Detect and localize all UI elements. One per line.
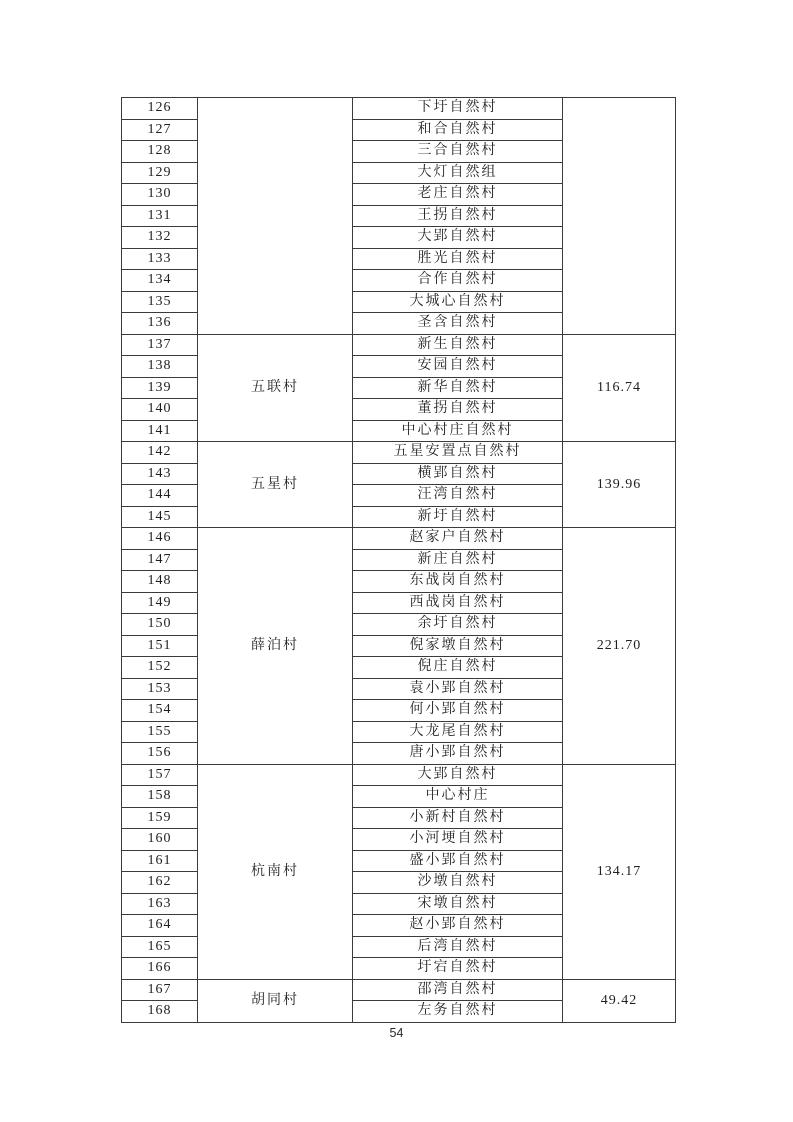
row-number-cell: 130	[122, 184, 198, 206]
natural-village-cell: 邵湾自然村	[353, 979, 563, 1001]
row-number-cell: 162	[122, 872, 198, 894]
row-number-cell: 128	[122, 141, 198, 163]
natural-village-cell: 余圩自然村	[353, 614, 563, 636]
row-number-cell: 161	[122, 850, 198, 872]
natural-village-cell: 小河埂自然村	[353, 829, 563, 851]
village-table-body	[122, 98, 676, 1023]
natural-village-cell: 赵家户自然村	[353, 528, 563, 550]
natural-village-cell: 倪家墩自然村	[353, 635, 563, 657]
natural-village-cell: 何小郢自然村	[353, 700, 563, 722]
row-number-cell: 131	[122, 205, 198, 227]
table-row	[122, 334, 676, 356]
village-table	[121, 97, 676, 1023]
row-number-cell: 168	[122, 1001, 198, 1023]
row-number-cell: 151	[122, 635, 198, 657]
row-number-cell: 149	[122, 592, 198, 614]
natural-village-cell: 大郢自然村	[353, 227, 563, 249]
row-number-cell: 138	[122, 356, 198, 378]
natural-village-cell: 沙墩自然村	[353, 872, 563, 894]
natural-village-cell: 合作自然村	[353, 270, 563, 292]
row-number-cell: 167	[122, 979, 198, 1001]
natural-village-cell: 大龙尾自然村	[353, 721, 563, 743]
area-value-cell: 49.42	[563, 979, 676, 1022]
natural-village-cell: 汪湾自然村	[353, 485, 563, 507]
natural-village-cell: 董拐自然村	[353, 399, 563, 421]
table-row	[122, 528, 676, 550]
row-number-cell: 147	[122, 549, 198, 571]
row-number-cell: 134	[122, 270, 198, 292]
natural-village-cell: 后湾自然村	[353, 936, 563, 958]
row-number-cell: 144	[122, 485, 198, 507]
natural-village-cell: 大灯自然组	[353, 162, 563, 184]
village-name-cell: 胡同村	[198, 979, 353, 1022]
natural-village-cell: 袁小郢自然村	[353, 678, 563, 700]
row-number-cell: 135	[122, 291, 198, 313]
natural-village-cell: 胜光自然村	[353, 248, 563, 270]
row-number-cell: 140	[122, 399, 198, 421]
table-row	[122, 98, 676, 120]
natural-village-cell: 西战岗自然村	[353, 592, 563, 614]
row-number-cell: 141	[122, 420, 198, 442]
natural-village-cell: 东战岗自然村	[353, 571, 563, 593]
row-number-cell: 152	[122, 657, 198, 679]
natural-village-cell: 安园自然村	[353, 356, 563, 378]
natural-village-cell: 新圩自然村	[353, 506, 563, 528]
natural-village-cell: 三合自然村	[353, 141, 563, 163]
row-number-cell: 159	[122, 807, 198, 829]
natural-village-cell: 倪庄自然村	[353, 657, 563, 679]
row-number-cell: 133	[122, 248, 198, 270]
village-name-cell	[198, 98, 353, 335]
natural-village-cell: 新生自然村	[353, 334, 563, 356]
row-number-cell: 163	[122, 893, 198, 915]
row-number-cell: 136	[122, 313, 198, 335]
natural-village-cell: 宋墩自然村	[353, 893, 563, 915]
area-value-cell: 221.70	[563, 528, 676, 765]
village-name-cell: 杭南村	[198, 764, 353, 979]
row-number-cell: 160	[122, 829, 198, 851]
table-row	[122, 979, 676, 1001]
row-number-cell: 126	[122, 98, 198, 120]
row-number-cell: 127	[122, 119, 198, 141]
row-number-cell: 143	[122, 463, 198, 485]
natural-village-cell: 左务自然村	[353, 1001, 563, 1023]
row-number-cell: 148	[122, 571, 198, 593]
row-number-cell: 137	[122, 334, 198, 356]
area-value-cell: 116.74	[563, 334, 676, 442]
natural-village-cell: 小新村自然村	[353, 807, 563, 829]
row-number-cell: 139	[122, 377, 198, 399]
natural-village-cell: 下圩自然村	[353, 98, 563, 120]
natural-village-cell: 横郢自然村	[353, 463, 563, 485]
natural-village-cell: 盛小郢自然村	[353, 850, 563, 872]
natural-village-cell: 圩宕自然村	[353, 958, 563, 980]
page-number: 54	[389, 1026, 404, 1040]
table-row	[122, 442, 676, 464]
row-number-cell: 145	[122, 506, 198, 528]
village-name-cell: 薛泊村	[198, 528, 353, 765]
natural-village-cell: 五星安置点自然村	[353, 442, 563, 464]
natural-village-cell: 中心村庄自然村	[353, 420, 563, 442]
natural-village-cell: 唐小郢自然村	[353, 743, 563, 765]
area-value-cell	[563, 98, 676, 335]
natural-village-cell: 中心村庄	[353, 786, 563, 808]
row-number-cell: 142	[122, 442, 198, 464]
row-number-cell: 153	[122, 678, 198, 700]
row-number-cell: 164	[122, 915, 198, 937]
natural-village-cell: 新庄自然村	[353, 549, 563, 571]
row-number-cell: 146	[122, 528, 198, 550]
area-value-cell: 139.96	[563, 442, 676, 528]
natural-village-cell: 赵小郢自然村	[353, 915, 563, 937]
natural-village-cell: 老庄自然村	[353, 184, 563, 206]
village-name-cell: 五星村	[198, 442, 353, 528]
natural-village-cell: 大郢自然村	[353, 764, 563, 786]
row-number-cell: 132	[122, 227, 198, 249]
natural-village-cell: 新华自然村	[353, 377, 563, 399]
row-number-cell: 157	[122, 764, 198, 786]
row-number-cell: 129	[122, 162, 198, 184]
area-value-cell: 134.17	[563, 764, 676, 979]
natural-village-cell: 和合自然村	[353, 119, 563, 141]
row-number-cell: 154	[122, 700, 198, 722]
table-row	[122, 764, 676, 786]
row-number-cell: 158	[122, 786, 198, 808]
village-name-cell: 五联村	[198, 334, 353, 442]
row-number-cell: 166	[122, 958, 198, 980]
row-number-cell: 155	[122, 721, 198, 743]
natural-village-cell: 王拐自然村	[353, 205, 563, 227]
natural-village-cell: 圣含自然村	[353, 313, 563, 335]
row-number-cell: 156	[122, 743, 198, 765]
row-number-cell: 150	[122, 614, 198, 636]
row-number-cell: 165	[122, 936, 198, 958]
natural-village-cell: 大城心自然村	[353, 291, 563, 313]
